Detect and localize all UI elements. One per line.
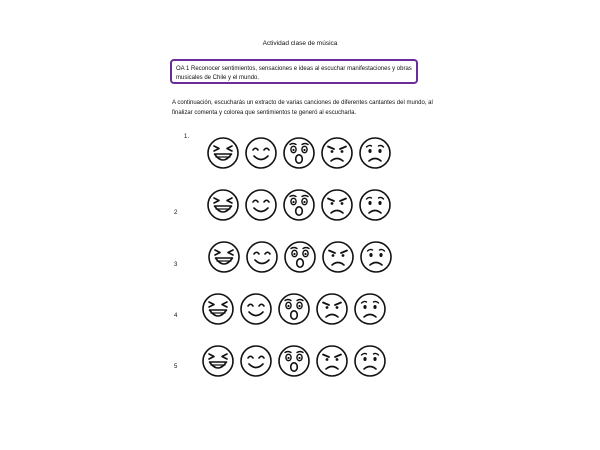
- angry-face-icon[interactable]: [315, 292, 349, 326]
- row-label-1: 1.: [184, 134, 190, 140]
- sad-face-icon[interactable]: [353, 292, 387, 326]
- angry-face-icon[interactable]: [320, 188, 354, 222]
- smiling-face-icon[interactable]: [244, 188, 278, 222]
- sad-face-icon[interactable]: [359, 240, 393, 274]
- sad-face-icon[interactable]: [358, 188, 392, 222]
- smiling-face-icon[interactable]: [244, 136, 278, 170]
- angry-face-icon[interactable]: [315, 344, 349, 378]
- angry-face-icon[interactable]: [320, 136, 354, 170]
- instructions-paragraph: A continuación, escucharás un extracto de varias canciones de diferentes cantantes del mundo, al finalizar comenta y colorea que sentimientos te generó al escucharla.: [172, 100, 433, 116]
- row-label-3: 3: [174, 262, 178, 268]
- row-label-4: 4: [174, 313, 178, 319]
- laughing-face-icon[interactable]: [206, 136, 240, 170]
- sad-face-icon[interactable]: [358, 136, 392, 170]
- learning-objective-box: OA 1 Reconocer sentimientos, sensaciones e ideas al escuchar manifestaciones y obras musicales de Chile y el mundo.: [170, 59, 418, 84]
- surprised-face-icon[interactable]: [283, 240, 317, 274]
- surprised-face-icon[interactable]: [282, 136, 316, 170]
- surprised-face-icon[interactable]: [282, 188, 316, 222]
- angry-face-icon[interactable]: [321, 240, 355, 274]
- worksheet-title: Actividad clase de música: [262, 40, 338, 47]
- laughing-face-icon[interactable]: [201, 344, 235, 378]
- row-label-2: 2: [174, 210, 178, 216]
- surprised-face-icon[interactable]: [277, 344, 311, 378]
- surprised-face-icon[interactable]: [277, 292, 311, 326]
- laughing-face-icon[interactable]: [207, 240, 241, 274]
- row-label-5: 5: [174, 364, 178, 370]
- smiling-face-icon[interactable]: [239, 292, 273, 326]
- laughing-face-icon[interactable]: [206, 188, 240, 222]
- smiling-face-icon[interactable]: [245, 240, 279, 274]
- smiling-face-icon[interactable]: [239, 344, 273, 378]
- sad-face-icon[interactable]: [353, 344, 387, 378]
- laughing-face-icon[interactable]: [201, 292, 235, 326]
